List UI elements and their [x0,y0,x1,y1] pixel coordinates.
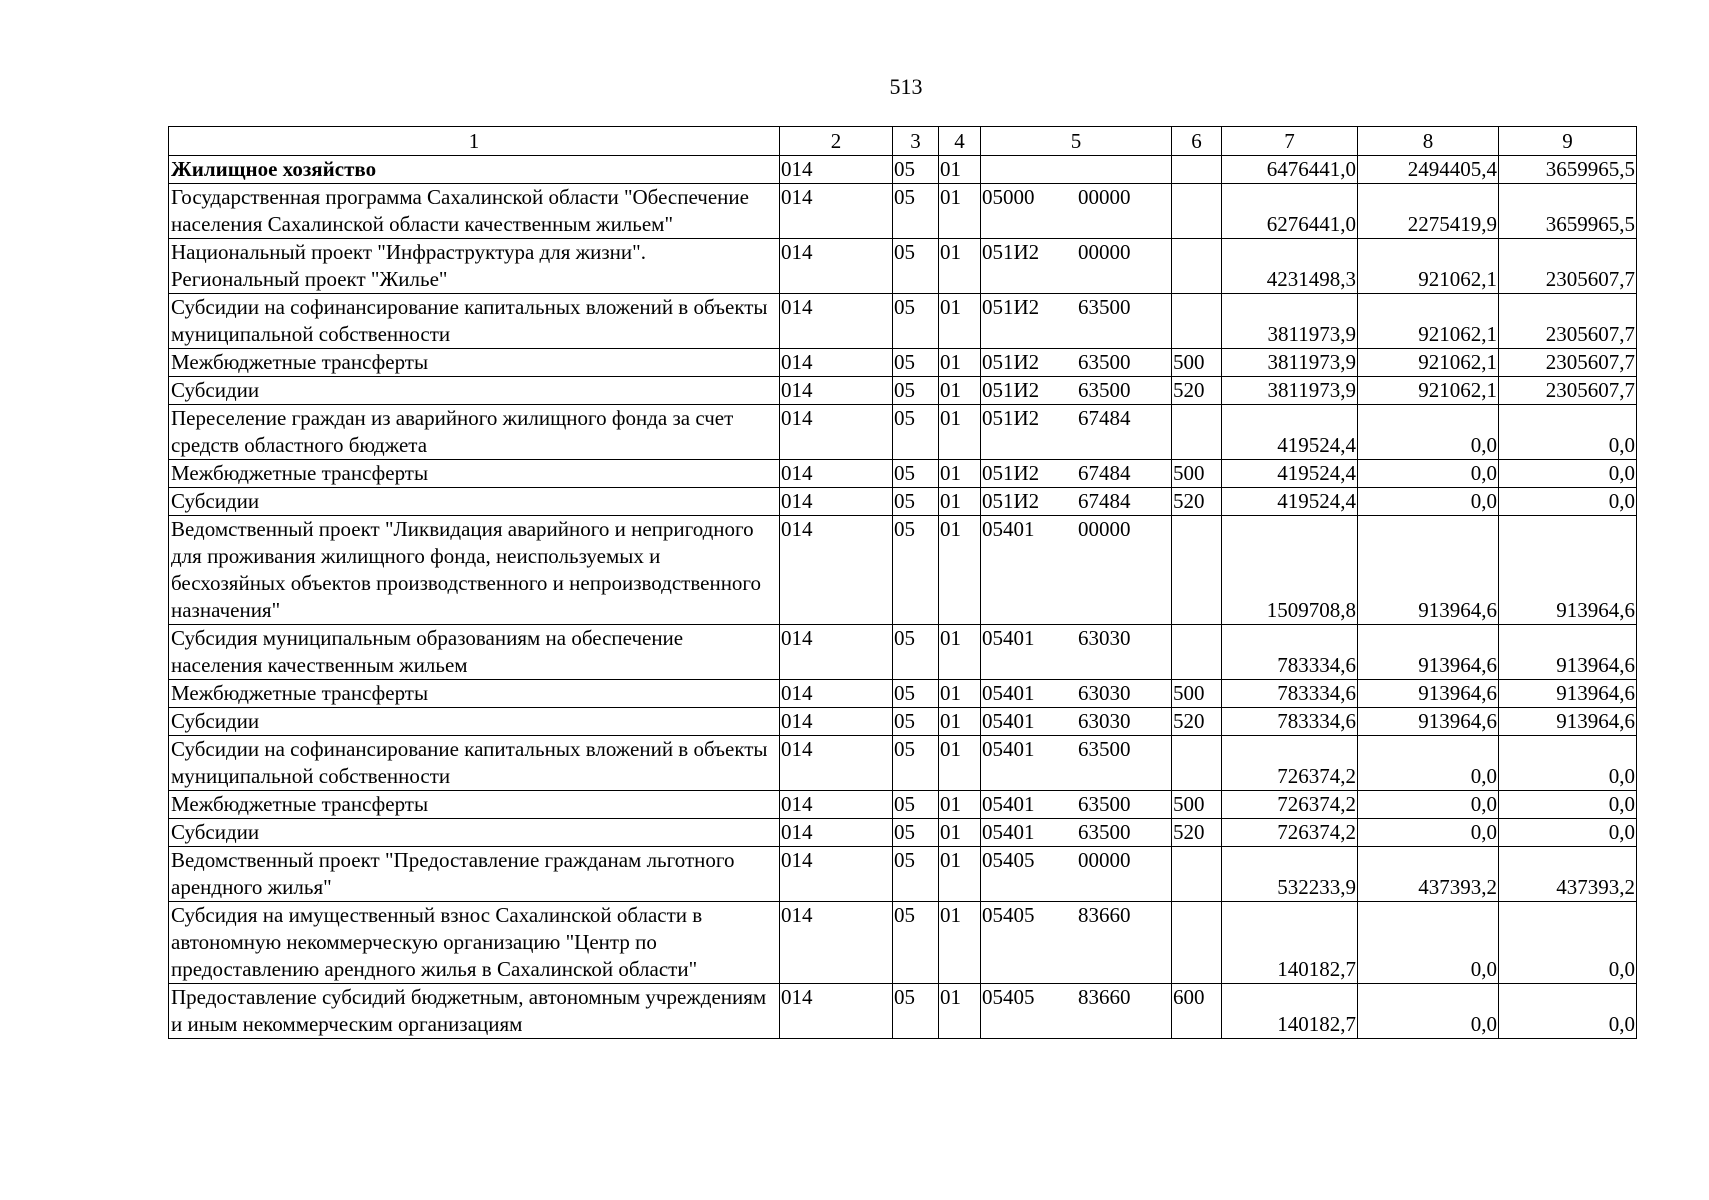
amount-col7-cell: 3811973,9 [1222,377,1358,405]
table-row [169,488,1637,516]
subsection-code-cell: 01 [939,819,981,847]
direction-code: 63500 [1078,378,1131,402]
section-code-cell: 05 [893,294,939,349]
amount-col7-cell: 726374,2 [1222,819,1358,847]
expense-type-cell [1172,405,1222,460]
expense-type-cell: 600 [1172,984,1222,1039]
amount-col9-cell: 0,0 [1499,902,1637,984]
target-article-cell [981,708,1172,736]
budget-table [168,126,1637,1039]
amount-col9-cell: 913964,6 [1499,680,1637,708]
amount-col9-cell: 437393,2 [1499,847,1637,902]
direction-code: 63500 [1078,737,1131,761]
table-row [169,460,1637,488]
amount-col9-cell: 2305607,7 [1499,349,1637,377]
amount-col7-cell: 6276441,0 [1222,184,1358,239]
grbs-code-cell: 014 [780,405,893,460]
target-article-cell [981,349,1172,377]
subsection-code-cell: 01 [939,847,981,902]
target-article-cell [981,156,1172,184]
expense-type-cell [1172,902,1222,984]
amount-col7-cell: 783334,6 [1222,680,1358,708]
amount-col8-cell: 913964,6 [1358,516,1499,625]
expense-type-cell: 500 [1172,791,1222,819]
program-code: 05000 [982,185,1035,209]
expense-type-cell: 500 [1172,460,1222,488]
table-row [169,239,1637,294]
amount-col7-cell: 3811973,9 [1222,349,1358,377]
section-code-cell: 05 [893,184,939,239]
item-name-cell: Ведомственный проект "Предоставление гражданам льготного арендного жилья" [169,847,780,902]
amount-col9-cell: 0,0 [1499,984,1637,1039]
target-article-cell [981,377,1172,405]
program-code: 05405 [982,985,1035,1009]
amount-col8-cell: 913964,6 [1358,680,1499,708]
program-code: 051И2 [982,406,1040,430]
section-code-cell: 05 [893,680,939,708]
subsection-code-cell: 01 [939,708,981,736]
amount-col8-cell: 913964,6 [1358,708,1499,736]
table-row [169,847,1637,902]
grbs-code-cell: 014 [780,625,893,680]
section-code-cell: 05 [893,488,939,516]
table-row [169,156,1637,184]
program-code: 051И2 [982,489,1040,513]
amount-col8-cell: 921062,1 [1358,239,1499,294]
amount-col8-cell: 0,0 [1358,791,1499,819]
target-article-cell [981,516,1172,625]
header-cell-2: 2 [780,127,893,156]
program-code: 05401 [982,820,1035,844]
subsection-code-cell: 01 [939,902,981,984]
item-name-cell: Субсидии на софинансирование капитальных вложений в объекты муниципальной собственности [169,294,780,349]
amount-col8-cell: 2275419,9 [1358,184,1499,239]
amount-col7-cell: 4231498,3 [1222,239,1358,294]
target-article-cell [981,460,1172,488]
item-name-cell: Переселение граждан из аварийного жилищного фонда за счет средств областного бюджета [169,405,780,460]
amount-col8-cell: 0,0 [1358,736,1499,791]
direction-code: 63030 [1078,626,1131,650]
section-code-cell: 05 [893,984,939,1039]
section-code-cell: 05 [893,156,939,184]
header-cell-6: 6 [1172,127,1222,156]
amount-col8-cell: 2494405,4 [1358,156,1499,184]
target-article-cell [981,847,1172,902]
item-name-cell: Предоставление субсидий бюджетным, автономным учреждениям и иным некоммерческим организациям [169,984,780,1039]
amount-col9-cell: 0,0 [1499,405,1637,460]
amount-col9-cell: 3659965,5 [1499,156,1637,184]
amount-col9-cell: 0,0 [1499,819,1637,847]
target-article-cell [981,184,1172,239]
amount-col9-cell: 0,0 [1499,736,1637,791]
amount-col8-cell: 0,0 [1358,902,1499,984]
amount-col7-cell: 532233,9 [1222,847,1358,902]
table-row [169,902,1637,984]
program-code: 051И2 [982,461,1040,485]
item-name-cell: Национальный проект "Инфраструктура для жизни". Региональный проект "Жилье" [169,239,780,294]
table-row [169,349,1637,377]
subsection-code-cell: 01 [939,239,981,294]
amount-col9-cell: 0,0 [1499,460,1637,488]
item-name-cell: Межбюджетные трансферты [169,791,780,819]
grbs-code-cell: 014 [780,708,893,736]
amount-col7-cell: 140182,7 [1222,902,1358,984]
amount-col7-cell: 6476441,0 [1222,156,1358,184]
program-code: 05401 [982,792,1035,816]
amount-col7-cell: 1509708,8 [1222,516,1358,625]
program-code: 051И2 [982,378,1040,402]
expense-type-cell [1172,625,1222,680]
expense-type-cell: 520 [1172,708,1222,736]
grbs-code-cell: 014 [780,156,893,184]
section-code-cell: 05 [893,239,939,294]
expense-type-cell: 520 [1172,488,1222,516]
header-cell-1: 1 [169,127,780,156]
grbs-code-cell: 014 [780,516,893,625]
section-code-cell: 05 [893,625,939,680]
amount-col8-cell: 437393,2 [1358,847,1499,902]
item-name-cell: Субсидии [169,708,780,736]
amount-col9-cell: 913964,6 [1499,708,1637,736]
item-name-cell: Субсидии [169,819,780,847]
section-code-cell: 05 [893,460,939,488]
header-cell-3: 3 [893,127,939,156]
direction-code: 00000 [1078,185,1131,209]
grbs-code-cell: 014 [780,847,893,902]
section-code-cell: 05 [893,736,939,791]
item-name-cell: Государственная программа Сахалинской области "Обеспечение населения Сахалинской области качественным жильем" [169,184,780,239]
grbs-code-cell: 014 [780,680,893,708]
section-code-cell: 05 [893,791,939,819]
header-cell-9: 9 [1499,127,1637,156]
program-code: 05405 [982,848,1035,872]
amount-col8-cell: 0,0 [1358,984,1499,1039]
grbs-code-cell: 014 [780,239,893,294]
amount-col9-cell: 3659965,5 [1499,184,1637,239]
target-article-cell [981,405,1172,460]
target-article-cell [981,984,1172,1039]
item-name-cell: Субсидия муниципальным образованиям на обеспечение населения качественным жильем [169,625,780,680]
direction-code: 63030 [1078,709,1131,733]
grbs-code-cell: 014 [780,184,893,239]
subsection-code-cell: 01 [939,184,981,239]
target-article-cell [981,625,1172,680]
program-code: 051И2 [982,350,1040,374]
amount-col7-cell: 783334,6 [1222,625,1358,680]
direction-code: 00000 [1078,240,1131,264]
direction-code: 67484 [1078,461,1131,485]
direction-code: 67484 [1078,489,1131,513]
expense-type-cell [1172,516,1222,625]
amount-col7-cell: 140182,7 [1222,984,1358,1039]
table-row [169,405,1637,460]
section-code-cell: 05 [893,516,939,625]
subsection-code-cell: 01 [939,294,981,349]
direction-code: 00000 [1078,848,1131,872]
subsection-code-cell: 01 [939,488,981,516]
program-code: 05405 [982,903,1035,927]
table-row [169,680,1637,708]
grbs-code-cell: 014 [780,460,893,488]
item-name-cell: Жилищное хозяйство [169,156,780,184]
program-code: 05401 [982,737,1035,761]
table-row [169,791,1637,819]
expense-type-cell [1172,239,1222,294]
grbs-code-cell: 014 [780,791,893,819]
amount-col7-cell: 783334,6 [1222,708,1358,736]
grbs-code-cell: 014 [780,349,893,377]
item-name-cell: Субсидия на имущественный взнос Сахалинской области в автономную некоммерческую организацию "Центр по предоставлению арендного жилья в Сахалинской области" [169,902,780,984]
direction-code: 67484 [1078,406,1131,430]
table-row [169,984,1637,1039]
program-code: 05401 [982,626,1035,650]
amount-col8-cell: 921062,1 [1358,377,1499,405]
grbs-code-cell: 014 [780,736,893,791]
grbs-code-cell: 014 [780,819,893,847]
amount-col9-cell: 0,0 [1499,488,1637,516]
section-code-cell: 05 [893,902,939,984]
subsection-code-cell: 01 [939,156,981,184]
direction-code: 63500 [1078,820,1131,844]
item-name-cell: Межбюджетные трансферты [169,680,780,708]
section-code-cell: 05 [893,349,939,377]
expense-type-cell: 520 [1172,377,1222,405]
grbs-code-cell: 014 [780,902,893,984]
amount-col7-cell: 726374,2 [1222,791,1358,819]
grbs-code-cell: 014 [780,488,893,516]
subsection-code-cell: 01 [939,516,981,625]
direction-code: 63500 [1078,295,1131,319]
amount-col8-cell: 0,0 [1358,460,1499,488]
subsection-code-cell: 01 [939,405,981,460]
amount-col8-cell: 0,0 [1358,819,1499,847]
table-row [169,819,1637,847]
subsection-code-cell: 01 [939,349,981,377]
amount-col9-cell: 0,0 [1499,791,1637,819]
target-article-cell [981,819,1172,847]
subsection-code-cell: 01 [939,791,981,819]
amount-col7-cell: 3811973,9 [1222,294,1358,349]
expense-type-cell: 520 [1172,819,1222,847]
target-article-cell [981,736,1172,791]
target-article-cell [981,488,1172,516]
amount-col8-cell: 0,0 [1358,488,1499,516]
header-cell-7: 7 [1222,127,1358,156]
amount-col9-cell: 913964,6 [1499,625,1637,680]
direction-code: 63500 [1078,792,1131,816]
direction-code: 83660 [1078,985,1131,1009]
header-cell-4: 4 [939,127,981,156]
item-name-cell: Межбюджетные трансферты [169,460,780,488]
expense-type-cell [1172,847,1222,902]
subsection-code-cell: 01 [939,625,981,680]
grbs-code-cell: 014 [780,294,893,349]
section-code-cell: 05 [893,377,939,405]
direction-code: 83660 [1078,903,1131,927]
subsection-code-cell: 01 [939,460,981,488]
subsection-code-cell: 01 [939,736,981,791]
direction-code: 63500 [1078,350,1131,374]
table-row [169,294,1637,349]
item-name-cell: Субсидии на софинансирование капитальных вложений в объекты муниципальной собственности [169,736,780,791]
section-code-cell: 05 [893,819,939,847]
expense-type-cell [1172,184,1222,239]
table-row [169,516,1637,625]
table-row [169,625,1637,680]
subsection-code-cell: 01 [939,680,981,708]
item-name-cell: Межбюджетные трансферты [169,349,780,377]
target-article-cell [981,294,1172,349]
section-code-cell: 05 [893,847,939,902]
section-code-cell: 05 [893,708,939,736]
header-row [169,127,1637,156]
table-row [169,184,1637,239]
item-name-cell: Ведомственный проект "Ликвидация аварийного и непригодного для проживания жилищного фонда, неиспользуемых и бесхозяйных объектов производственного и непроизводственного назначения" [169,516,780,625]
expense-type-cell: 500 [1172,680,1222,708]
amount-col8-cell: 921062,1 [1358,294,1499,349]
target-article-cell [981,902,1172,984]
direction-code: 63030 [1078,681,1131,705]
header-cell-5: 5 [981,127,1172,156]
amount-col7-cell: 419524,4 [1222,405,1358,460]
amount-col8-cell: 0,0 [1358,405,1499,460]
amount-col7-cell: 419524,4 [1222,460,1358,488]
section-code-cell: 05 [893,405,939,460]
amount-col9-cell: 2305607,7 [1499,377,1637,405]
program-code: 051И2 [982,240,1040,264]
page-number: 513 [889,74,923,99]
amount-col9-cell: 2305607,7 [1499,294,1637,349]
target-article-cell [981,680,1172,708]
expense-type-cell [1172,294,1222,349]
program-code: 05401 [982,517,1035,541]
table-row [169,708,1637,736]
program-code: 051И2 [982,295,1040,319]
amount-col7-cell: 419524,4 [1222,488,1358,516]
amount-col8-cell: 913964,6 [1358,625,1499,680]
subsection-code-cell: 01 [939,984,981,1039]
expense-type-cell: 500 [1172,349,1222,377]
table-row [169,377,1637,405]
amount-col9-cell: 913964,6 [1499,516,1637,625]
expense-type-cell [1172,736,1222,791]
grbs-code-cell: 014 [780,984,893,1039]
item-name-cell: Субсидии [169,377,780,405]
program-code: 05401 [982,681,1035,705]
header-cell-8: 8 [1358,127,1499,156]
amount-col8-cell: 921062,1 [1358,349,1499,377]
amount-col9-cell: 2305607,7 [1499,239,1637,294]
target-article-cell [981,791,1172,819]
target-article-cell [981,239,1172,294]
table-row [169,736,1637,791]
program-code: 05401 [982,709,1035,733]
amount-col7-cell: 726374,2 [1222,736,1358,791]
item-name-cell: Субсидии [169,488,780,516]
expense-type-cell [1172,156,1222,184]
grbs-code-cell: 014 [780,377,893,405]
subsection-code-cell: 01 [939,377,981,405]
direction-code: 00000 [1078,517,1131,541]
